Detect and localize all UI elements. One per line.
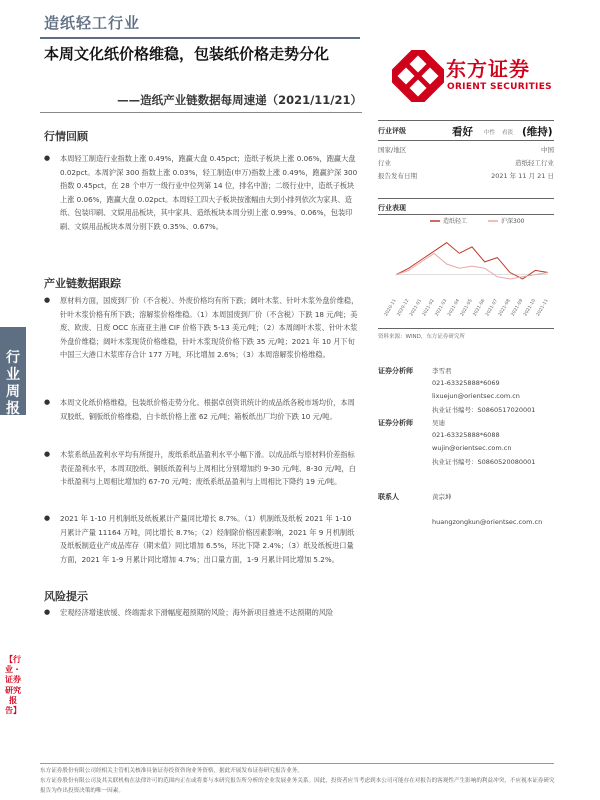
x-tick-label: 2021-11 — [535, 298, 550, 318]
disclaimer-line: 东方证券股份有限公司经相关主管机关核准具备证券投资咨询业务资格，据此开展发布证券研究报告业务。 — [40, 768, 303, 774]
analyst-phone: 021-63325888*6069 — [432, 379, 500, 387]
analyst-role: 证券分析师 — [378, 367, 413, 375]
contact-email[interactable]: huangzongkun@orientsec.com.cn — [432, 518, 543, 526]
tracking-item: ● 本周文化纸价格维稳，包装纸价格走势分化。根据卓创资讯统计的成品纸各税市场均价，本周双胶纸、铜版纸价格维稳，白卡纸价格上涨 62 元/吨；箱板纸出厂均价下跌 10 元/吨。 — [44, 396, 360, 423]
tracking-item: ● 木浆系纸品盈利水平均有所提升，废纸系纸品盈利水平小幅下滑。以成品纸与原材料价差指标表征盈利水平，本周双胶纸、铜版纸盈利与上周相比分别增加约 9-30 元/吨、8-30 元/吨，白卡纸盈利与上周相比增加约 67-70 元/吨；废纸系纸品盈利与上周相比下降约 19 元/吨。 — [44, 448, 360, 489]
x-tick-label: 2021-04 — [447, 298, 462, 318]
analyst-phone: 021-63325888*6088 — [432, 431, 500, 439]
x-tick-label: 2020-12 — [396, 298, 411, 318]
x-tick-label: 2021-05 — [459, 298, 474, 318]
meta-value: 造纸轻工行业 — [515, 159, 554, 167]
analyst-cert: 执业证书编号：S0860517020001 — [432, 406, 536, 414]
chart-rule-bottom — [378, 328, 554, 329]
legend-label: 造纸轻工 — [443, 218, 468, 225]
meta-key: 国家/地区 — [378, 146, 407, 154]
report-subtitle: ——造纸产业链数据每周速递（2021/11/21） — [117, 93, 362, 107]
rating-low: 看淡 — [502, 130, 514, 136]
chart-rule-top — [378, 198, 554, 199]
analyst-email[interactable]: wujin@orientsec.com.cn — [432, 444, 512, 452]
rating-mid: 中性 — [484, 130, 496, 136]
risk-item: ● 宏观经济增速放缓、终端需求下滑幅度超预期的风险；海外新项目推进不达预期的风险 — [44, 606, 360, 620]
brand-name: 东方证券 — [446, 57, 530, 81]
meta-value: 2021 年 11 月 21 日 — [491, 172, 554, 180]
series-line-1 — [396, 253, 548, 279]
analyst-name: 李雪君 — [432, 367, 452, 375]
review-paragraph: ● 本周轻工制造行业指数上涨 0.49%，跑赢大盘 0.45pct；造纸子板块上涨 0.06%，跑赢大盘 0.02pct。本周沪深 300 指数上涨 0.03%，轻工制造(申万)指数上涨 0.49%，跑赢沪深 300 指数 0.45pct，在 28 个申万一级行业中位列第 14 位，排名中游；二级行业中，造纸子板块上涨 0.06%，跑赢大盘 0.02pct。本周轻工四大子板块按涨幅由大到小排列依次为家具、造纸、包装印刷、文娱用品板块，其中家具、造纸板块本周分别上涨 0.99%、0.06%，包装印刷、文娱用品板块本周分别下跌 0.35%、0.67%。 — [44, 152, 360, 234]
section-heading-tracking: 产业链数据跟踪 — [44, 277, 121, 290]
brand-name-en: ORIENT SECURITIES — [447, 82, 552, 92]
brand-logo-icon — [392, 50, 444, 102]
analyst-role: 证券分析师 — [378, 419, 413, 427]
meta-key: 行业 — [378, 159, 391, 167]
rating-value: 看好 — [452, 126, 473, 138]
side-strip-label: 行业周报 — [6, 350, 20, 417]
x-tick-label: 2021-07 — [485, 298, 500, 318]
industry-performance-chart — [378, 214, 554, 326]
rating-rule-top — [378, 120, 554, 121]
x-tick-label: 2021-01 — [409, 298, 424, 318]
x-tick-label: 2021-02 — [421, 298, 436, 318]
x-tick-label: 2021-09 — [510, 298, 525, 318]
disclaimer-line: 东方证券股份有限公司及其关联机构在法律许可的范围内正在或将要与本研究报告所分析的企业发展业务关系。因此，投资者应当考虑到本公司可能存在对报告的客观性产生影响的利益冲突，不应视本证券研究报告为作出投资决策的唯一因素。 — [40, 778, 555, 794]
analyst-name: 吴迪 — [432, 419, 445, 427]
side-report-label: 【行业・证券研究报告】 — [5, 655, 21, 716]
footer-rule — [40, 763, 554, 764]
legend-label: 沪深300 — [501, 218, 525, 225]
tracking-item: ● 原材料方面，国废到厂价（不含税）、外废价格均有所下跌；阔叶木浆、针叶木浆外盘价维稳，针叶木浆价格有所下跌；溶解浆价格维稳。（1）本周国废到厂价（不含税）下跌 18 元/吨；美废、欧废、日废 OCC 东南亚主港 CIF 价格下跌 5-13 美元/吨；（2）本周阔叶木浆、针叶木浆外盘价维稳；阔叶木浆现货价格维稳，针叶木浆现货价格下跌 35 元/吨；2021 年 10 月下旬中国三大港口木浆库存合计 177 万吨，环比增加 2.6%；（3）本周溶解浆价格维稳。 — [44, 294, 360, 362]
meta-value: 中国 — [541, 146, 554, 154]
tracking-item: ● 2021 年 1-10 月机制纸及纸板累计产量同比增长 8.7%。（1）机制纸及纸板 2021 年 1-10 月累计产量 11164 万吨，同比增长 8.7%；（2）经制除价格因素影响，2021 年 9 月机制纸及纸板制造业产成品库存（期末值）同比增加 6.5%，环比下降 2.4%；（3）纸及纸板进口量方面，2021 年 1-9 月累计同比增加 4.7%；出口量方面，1-9 月累计同比增加 5.2%。 — [44, 512, 360, 566]
contact-name: 黄宗坤 — [432, 493, 452, 501]
section-heading-review: 行情回顾 — [44, 130, 88, 143]
rating-label: 行业评级 — [378, 127, 406, 135]
header-rule — [40, 37, 360, 39]
meta-key: 报告发布日期 — [378, 172, 417, 180]
chart-heading: 行业表现 — [378, 204, 406, 212]
x-tick-label: 2021-03 — [434, 298, 449, 318]
contact-role: 联系人 — [378, 493, 399, 501]
series-line-0 — [396, 243, 548, 279]
chart-source: 资料来源：WIND，东方证券研究所 — [378, 334, 465, 340]
x-tick-label: 2020-11 — [383, 298, 398, 318]
rating-status: (维持) — [522, 126, 553, 138]
x-tick-label: 2021-06 — [472, 298, 487, 318]
industry-tag: 造纸轻工行业 — [44, 14, 141, 32]
x-tick-label: 2021-08 — [497, 298, 512, 318]
report-title: 本周文化纸价格维稳，包装纸价格走势分化 — [44, 45, 330, 63]
analyst-cert: 执业证书编号：S0860520080001 — [432, 458, 536, 466]
x-tick-label: 2021-10 — [523, 298, 538, 318]
section-heading-risk: 风险提示 — [44, 590, 88, 603]
analyst-email[interactable]: lixuejun@orientsec.com.cn — [432, 392, 520, 400]
subtitle-rule — [40, 112, 362, 113]
rating-rule-mid — [378, 140, 554, 141]
